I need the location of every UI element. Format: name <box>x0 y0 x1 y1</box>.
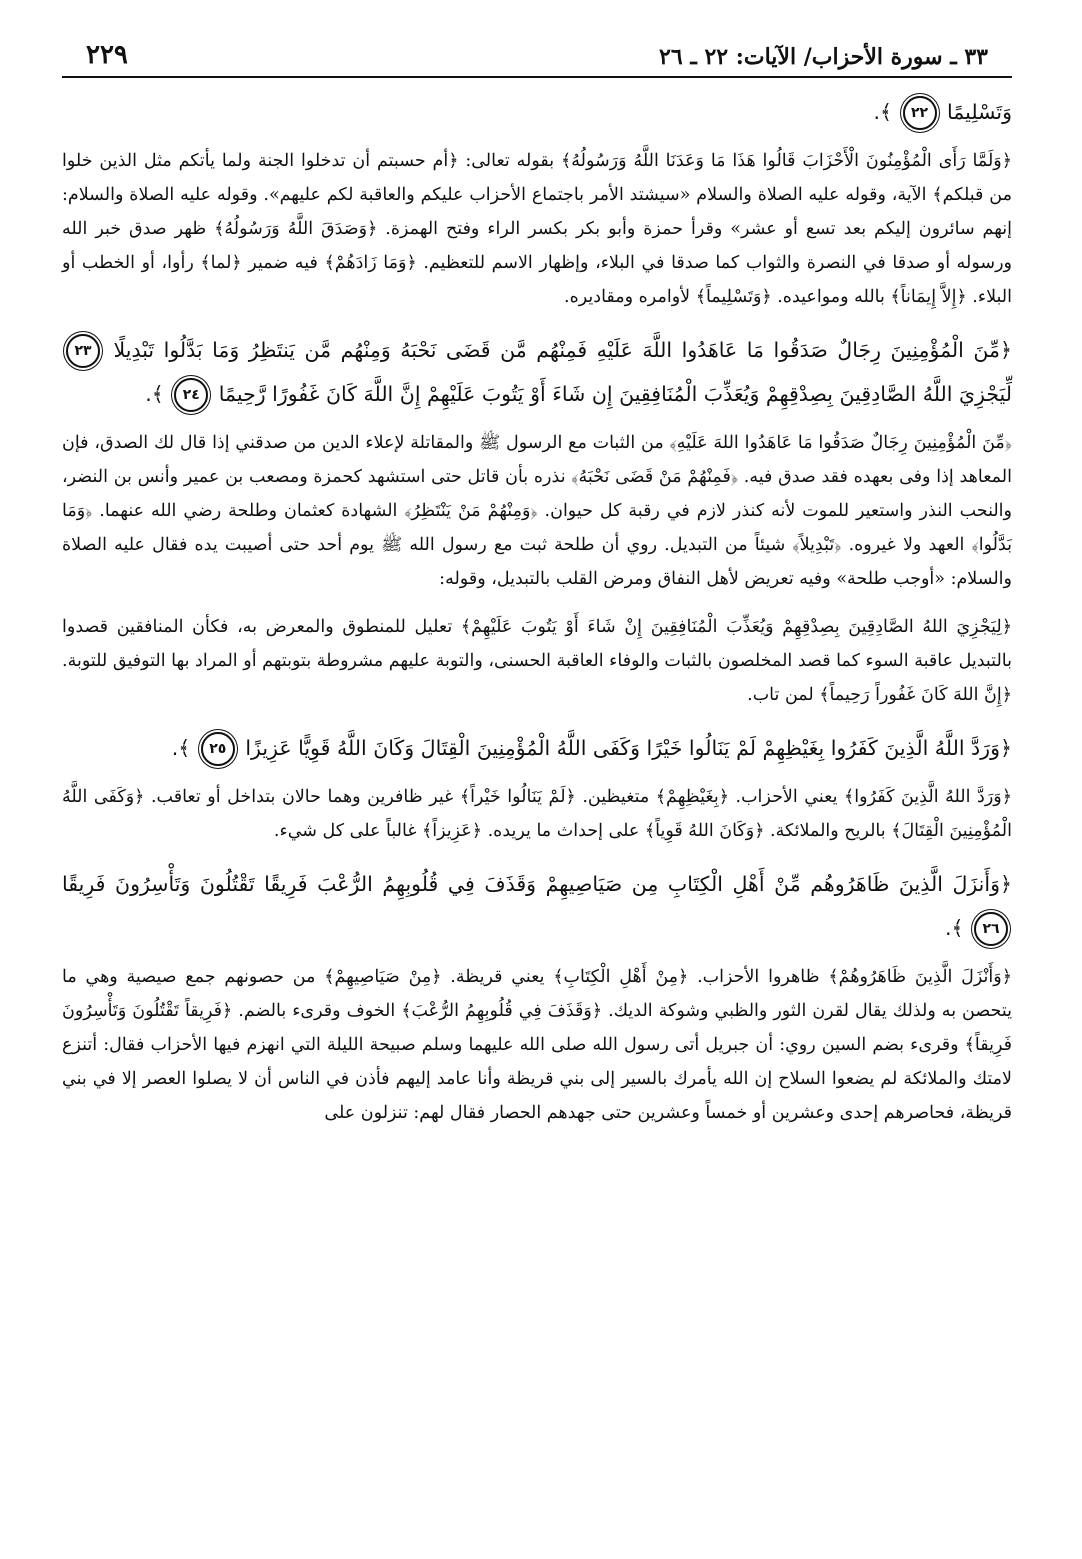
ayah-number: ٢٢ <box>903 96 937 130</box>
verse-tail: ﴾. <box>171 736 191 760</box>
running-title: ٣٣ ـ سورة الأحزاب/ الآيات: ٢٢ ـ ٢٦ <box>659 44 988 70</box>
verse-text: ﴿وَرَدَّ اللَّهُ الَّذِينَ كَفَرُوا بِغَيْظِهِمْ لَمْ يَنَالُوا خَيْرًا وَكَفَى اللَّهُ الْمُؤْمِنِينَ الْقِتَالَ وَكَانَ اللَّهُ قَوِيًّا عَزِيزًا <box>245 736 1012 760</box>
commentary-paragraph: ﴿وَلَمَّا رَأَى الْمُؤْمِنُونَ الْأَحْزَابَ قَالُوا هَذَا مَا وَعَدَنَا اللَّهُ وَرَسُولُهُ﴾ بقوله تعالى: ﴿أم حسبتم أن تدخلوا الجنة ولما يأتكم مثل الذين خلوا من قبلكم﴾ الآية، وقوله عليه الصلاة والسلام «سيشتد الأمر باجتماع الأحزاب عليكم والعاقبة لكم عليهم». وقوله عليه الصلاة والسلام: إنهم سائرون إليكم بعد تسع أو عشر» وقرأ حمزة وأبو بكر بكسر الراء وفتح الهمزة. ﴿وَصَدَقَ اللَّهُ وَرَسُولُهُ﴾ ظهر صدق خبر الله ورسوله أو صدقا في النصرة والثواب كما صدقا في البلاء، وإظهار الاسم للتعظيم. ﴿وَمَا زَادَهُمْ﴾ فيه ضمير ﴿لما﴾ رأوا، أو الخطب أو البلاء. ﴿إِلاَّ إِيمَاناً﴾ بالله ومواعيده. ﴿وَتَسْلِيماً﴾ لأوامره ومقاديره. <box>62 151 1012 307</box>
commentary-paragraph: ﴿وَأَنْزَلَ الَّذِينَ ظَاهَرُوهُمْ﴾ ظاهروا الأحزاب. ﴿مِنْ أَهْلِ الْكِتَابِ﴾ يعني قريظة. ﴿مِنْ صَيَاصِيهِمْ﴾ من حصونهم جمع صيصية وهي ما يتحصن به ولذلك يقال لقرن الثور والظبي وشوكة الديك. ﴿وَقَذَفَ فِي قُلُوبِهِمُ الرُّعْبَ﴾ الخوف وقرىء بالضم. ﴿فَرِيقاً تَقْتُلُونَ وَتَأْسِرُونَ فَرِيقاً﴾ وقرىء بضم السين روي: أن جبريل أتى رسول الله صلى الله عليهما وسلم صبيحة الليلة التي انهزم فيها الأحزاب فقال: أتنزع لامتك والملائكة لم يضعوا السلاح إن الله يأمرك بالسير إلى بني قريظة وأنا عامد إليهم فأذن في الناس أن لا يصلوا العصر إلا في بني قريظة، فحاصرهم إحدى وعشرين أو خمساً وعشرين حتى جهدهم الحصار فقال لهم: تنزلون على <box>62 967 1012 1123</box>
ayah-number: ٢٣ <box>66 334 100 368</box>
page-header <box>62 40 1012 78</box>
commentary-paragraph: ﴿لِيَجْزِيَ اللهُ الصَّادِقِينَ بِصِدْقِهِمْ وَيُعَذِّبَ الْمُنَافِقِينَ إِنْ شَاءَ أَوْ يَتُوبَ عَلَيْهِمْ﴾ تعليل للمنطوق والمعرض به، فكأن المنافقين قصدوا بالتبديل عاقبة السوء كما قصد المخلصون بالثبات والوفاء العاقبة الحسنى، والتوبة عليهم مشروطة بتوبتهم أو المراد بها التوفيق للتوبة. ﴿إِنَّ اللهَ كَانَ غَفُوراً رَحِيماً﴾ لمن تاب. <box>62 617 1012 705</box>
page-number: ٢٢٩ <box>86 40 128 70</box>
verse-text: ﴿مِّنَ الْمُؤْمِنِينَ رِجَالٌ صَدَقُوا مَا عَاهَدُوا اللَّهَ عَلَيْهِ فَمِنْهُم مَّن قَضَى نَحْبَهُ وَمِنْهُم مَّن يَنتَظِرُ وَمَا بَدَّلُوا تَبْدِيلًا <box>113 338 1012 362</box>
verse-text: وَتَسْلِيمًا <box>947 100 1012 124</box>
commentary-paragraph: ﴿مِّنَ الْمُؤْمِنِينَ رِجَالٌ صَدَقُوا مَا عَاهَدُوا اللهَ عَلَيْهِ﴾ من الثبات مع الرسول ﷺ والمقاتلة لإعلاء الدين من صدقني إذا قال لك الصدق، فإن المعاهد إذا وفى بعهده فقد صدق فيه. ﴿فَمِنْهُمْ مَنْ قَضَى نَحْبَهُ﴾ نذره بأن قاتل حتى استشهد كحمزة ومصعب بن عمير وأنس بن النضر، والنحب النذر واستعير للموت لأنه كنذر لازم في رقبة كل حيوان. ﴿وَمِنْهُمْ مَنْ يَنْتَظِرُ﴾ الشهادة كعثمان وطلحة رضي الله عنهما. ﴿وَمَا بَدَّلُوا﴾ العهد ولا غيروه. ﴿تَبْدِيلاً﴾ شيئاً من التبديل. روي أن طلحة ثبت مع رسول الله ﷺ يوم أحد حتى أصيبت يده فقال عليه الصلاة والسلام: «أوجب طلحة» وفيه تعريض لأهل النفاق ومرض القلب بالتبديل، وقوله: <box>62 433 1012 589</box>
verse-tail: ﴾. <box>145 382 164 406</box>
verse-tail: ﴾. <box>944 916 964 940</box>
ayah-number: ٢٥ <box>201 732 235 766</box>
quran-verse <box>62 862 1012 950</box>
quran-verse <box>62 328 1012 416</box>
page-content <box>62 90 1012 1130</box>
commentary-paragraph: ﴿وَرَدَّ اللهُ الَّذِينَ كَفَرُوا﴾ يعني الأحزاب. ﴿بِغَيْظِهِمْ﴾ متغيظين. ﴿لَمْ يَنَالُوا خَيْراً﴾ غير ظافرين وهما حالان بتداخل أو تعاقب. ﴿وَكَفَى اللَّهُ الْمُؤْمِنِينَ الْقِتَالَ﴾ بالريح والملائكة. ﴿وَكَانَ اللهُ قَوِياً﴾ على إحداث ما يريده. ﴿عَزِيزاً﴾ غالباً على كل شيء. <box>62 787 1012 841</box>
ayah-number: ٢٤ <box>174 378 208 412</box>
verse-text: ﴿وَأَنزَلَ الَّذِينَ ظَاهَرُوهُم مِّنْ أَهْلِ الْكِتَابِ مِن صَيَاصِيهِمْ وَقَذَفَ فِي قُلُوبِهِمُ الرُّعْبَ فَرِيقًا تَقْتُلُونَ وَتَأْسِرُونَ فَرِيقًا <box>62 872 1012 896</box>
quran-verse <box>62 90 1012 134</box>
verse-text: لِّيَجْزِيَ اللَّهُ الصَّادِقِينَ بِصِدْقِهِمْ وَيُعَذِّبَ الْمُنَافِقِينَ إِن شَاءَ أَوْ يَتُوبَ عَلَيْهِمْ إِنَّ اللَّهَ كَانَ غَفُورًا رَّحِيمًا <box>218 382 1012 406</box>
verse-tail: ﴾. <box>873 100 892 124</box>
quran-verse <box>62 726 1012 770</box>
ayah-number: ٢٦ <box>974 912 1008 946</box>
